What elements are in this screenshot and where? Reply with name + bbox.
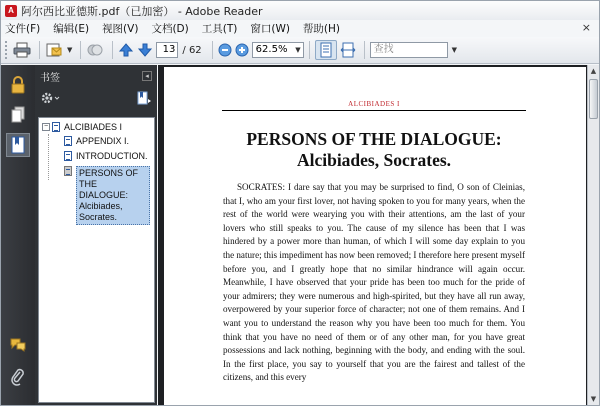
collaborate-icon bbox=[86, 42, 104, 58]
toolbar-separator bbox=[80, 41, 81, 59]
pages-icon bbox=[10, 106, 26, 124]
bookmark-label: INTRODUCTION. bbox=[76, 151, 148, 161]
collapse-toggle-icon[interactable]: − bbox=[43, 123, 49, 130]
bookmark-root[interactable] bbox=[42, 122, 122, 133]
scrollbar-thumb[interactable] bbox=[589, 79, 598, 119]
bookmark-label: APPENDIX I. bbox=[76, 136, 130, 146]
menu-window[interactable]: 窗口(W) bbox=[250, 23, 290, 35]
scroll-down-icon[interactable]: ▼ bbox=[590, 395, 597, 403]
menu-file[interactable]: 文件(F) bbox=[5, 23, 41, 35]
zoom-out-icon bbox=[218, 43, 232, 57]
menu-bar bbox=[1, 20, 599, 37]
new-bookmark-icon[interactable] bbox=[136, 91, 152, 105]
next-page-icon bbox=[137, 42, 153, 58]
bookmark-label: PERSONS OF THE DIALOGUE: Alcibiades, Socrates. bbox=[76, 166, 150, 225]
options-gear-icon[interactable] bbox=[40, 91, 62, 105]
zoom-level-select[interactable] bbox=[252, 42, 304, 58]
fit-page-icon bbox=[319, 42, 333, 58]
menu-document[interactable]: 文档(D) bbox=[151, 23, 189, 35]
bookmarks-panel-header bbox=[35, 65, 157, 87]
chevron-down-icon: ▼ bbox=[295, 46, 301, 54]
bookmarks-panel bbox=[35, 65, 157, 405]
menu-tools[interactable]: 工具(T) bbox=[201, 23, 238, 35]
chevron-down-icon: ▼ bbox=[67, 46, 73, 54]
pages-button[interactable] bbox=[6, 103, 30, 127]
navigation-pane-strip bbox=[1, 65, 35, 405]
page-number-input[interactable]: 13 bbox=[156, 42, 178, 58]
section-title-line: PERSONS OF THE DIALOGUE: bbox=[246, 129, 502, 149]
fit-width-icon bbox=[340, 42, 356, 58]
paperclip-icon bbox=[10, 368, 26, 386]
email-button[interactable] bbox=[45, 40, 72, 60]
collaborate-button[interactable] bbox=[86, 40, 104, 60]
close-document-icon[interactable]: × bbox=[581, 21, 591, 34]
panel-title: 书签 bbox=[40, 72, 60, 84]
pdf-app-icon: A bbox=[5, 5, 17, 17]
toolbar-separator bbox=[364, 41, 365, 59]
vertical-scrollbar[interactable] bbox=[587, 65, 599, 405]
zoom-value: 62.5% bbox=[255, 44, 288, 55]
toolbar-separator bbox=[309, 41, 310, 59]
security-button[interactable] bbox=[6, 73, 30, 97]
page-total: / 62 bbox=[182, 44, 202, 56]
previous-page-button[interactable] bbox=[118, 40, 134, 60]
document-viewport[interactable] bbox=[158, 65, 599, 405]
email-icon bbox=[45, 42, 63, 58]
toolbar-separator bbox=[212, 41, 213, 59]
toolbar-separator bbox=[39, 41, 40, 59]
toolbar-grip[interactable] bbox=[5, 41, 9, 59]
body-paragraph: SOCRATES: I dare say that you may be surprised to find, O son of Cleinias, that I, who am your first lover, not having spoken to you for many years, when the rest of the world were wearying you with their attentions, am the last of your lovers who still speaks to you. The cause of my silence has been that I was hindered by a power more than human, of which I will some day explain to you the nature; this impediment has now been removed; I therefore here present myself before you, and I greatly hope that no similar hindrance will again occur. Meanwhile, I have observed that your pride has been too much for the pride of your admirers; they were numerous and high-spirited, but they have all run away, overpowered by your superior force of character; not one of them remains. And I want you to understand the reason why you have been too much for them. You think that you have no need of them or of any other man, for you have great possessions and lack nothing, beginning with the body, and ending with the soul. In the first place, you say to yourself that you are the fairest and tallest of the citizens, and this every bbox=[223, 182, 526, 383]
title-bar[interactable] bbox=[1, 1, 599, 20]
zoom-out-button[interactable] bbox=[218, 40, 232, 60]
bookmark-tree bbox=[38, 117, 155, 403]
prev-page-icon bbox=[118, 42, 134, 58]
search-input[interactable]: 查找 bbox=[370, 42, 448, 58]
tree-connector bbox=[48, 134, 56, 180]
bookmark-icon bbox=[52, 122, 60, 132]
menu-help[interactable]: 帮助(H) bbox=[302, 23, 341, 35]
bookmark-item[interactable] bbox=[64, 136, 129, 147]
bookmarks-button[interactable] bbox=[6, 133, 30, 157]
window-title: 阿尔西比亚德斯.pdf（已加密） - Adobe Reader bbox=[21, 4, 263, 18]
attachments-button[interactable] bbox=[6, 365, 30, 389]
header-rule bbox=[222, 110, 526, 111]
zoom-in-button[interactable] bbox=[235, 40, 249, 60]
section-title bbox=[194, 129, 554, 171]
bookmark-icon bbox=[64, 136, 72, 146]
fit-page-button[interactable] bbox=[315, 40, 337, 60]
lock-icon bbox=[10, 76, 26, 94]
bookmark-icon bbox=[10, 136, 26, 154]
print-button[interactable] bbox=[13, 40, 31, 60]
collapse-panel-icon[interactable]: ◂ bbox=[142, 71, 152, 81]
bookmark-icon bbox=[64, 151, 72, 161]
toolbar bbox=[1, 37, 599, 64]
toolbar-separator bbox=[112, 41, 113, 59]
comments-button[interactable] bbox=[6, 333, 30, 357]
menu-edit[interactable]: 编辑(E) bbox=[53, 23, 90, 35]
print-icon bbox=[13, 42, 31, 58]
bookmark-item-selected[interactable] bbox=[64, 166, 150, 225]
chevron-down-icon[interactable]: ▼ bbox=[451, 46, 458, 54]
bookmark-item[interactable] bbox=[64, 151, 148, 162]
next-page-button[interactable] bbox=[137, 40, 153, 60]
comment-icon bbox=[9, 337, 27, 353]
section-title-line: Alcibiades, Socrates. bbox=[296, 150, 452, 170]
bookmarks-toolbar bbox=[35, 87, 157, 109]
fit-width-button[interactable] bbox=[340, 40, 356, 60]
running-header: ALCIBIADES I bbox=[348, 100, 400, 108]
pdf-page[interactable] bbox=[164, 67, 586, 405]
scroll-up-icon[interactable]: ▲ bbox=[590, 67, 597, 75]
menu-view[interactable]: 视图(V) bbox=[102, 23, 139, 35]
bookmark-label: ALCIBIADES I bbox=[64, 122, 123, 132]
bookmark-icon bbox=[64, 166, 72, 176]
zoom-in-icon bbox=[235, 43, 249, 57]
